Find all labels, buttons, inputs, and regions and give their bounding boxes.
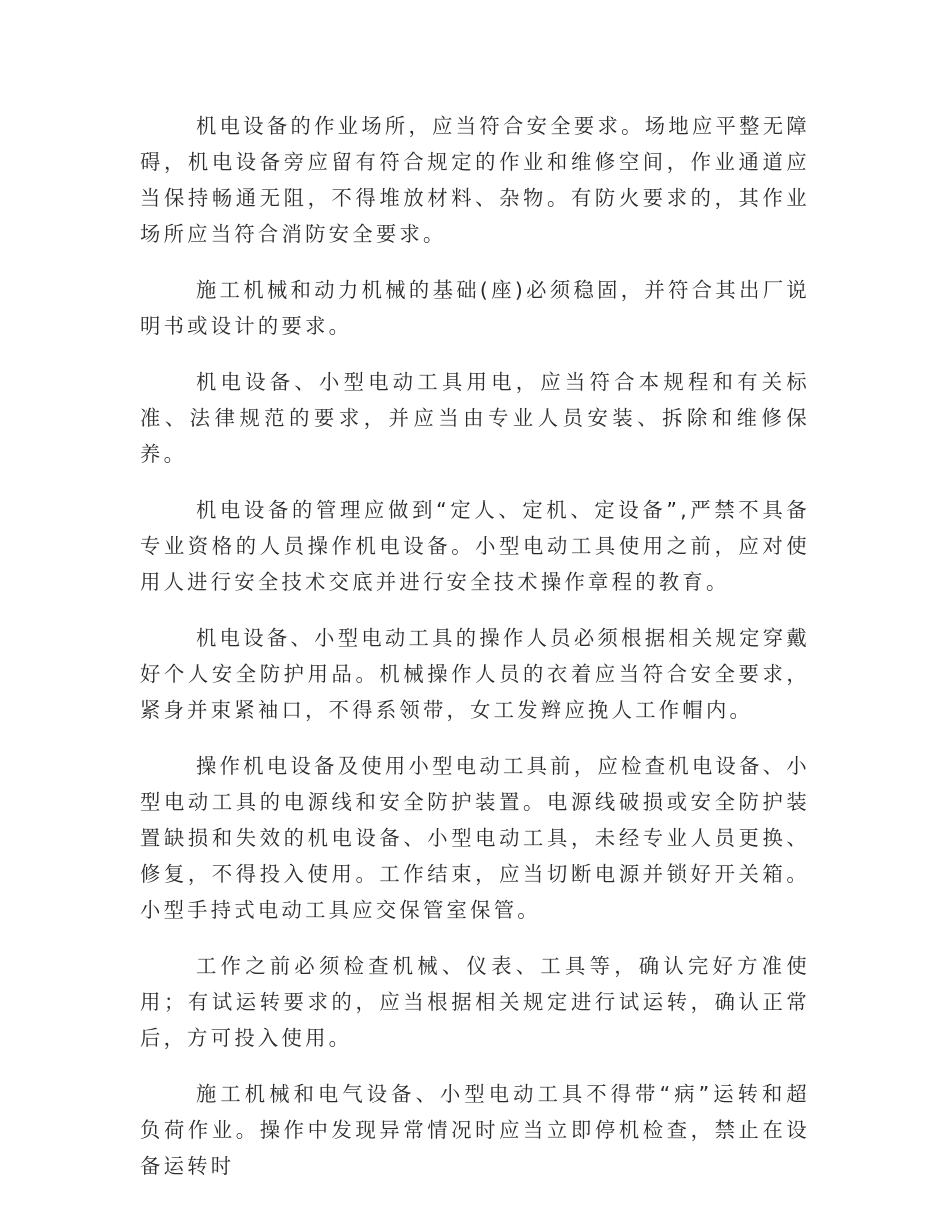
- paragraph-workplace-safety: 机电设备的作业场所，应当符合安全要求。场地应平整无障碍，机电设备旁应留有符合规定的作业和维修空间，作业通道应当保持畅通无阻，不得堆放材料、杂物。有防火要求的，其作业场所应当符合消防安全要求。: [140, 114, 810, 246]
- document-body: [140, 108, 810, 1204]
- paragraph-electrical-usage: 机电设备、小型电动工具用电，应当符合本规程和有关标准、法律规范的要求，并应当由专业人员安装、拆除和维修保养。: [140, 370, 810, 466]
- paragraph-inspection-before-work: 工作之前必须检查机械、仪表、工具等，确认完好方准使用；有试运转要求的，应当根据相关规定进行试运转，确认正常后，方可投入使用。: [140, 954, 810, 1050]
- paragraph-machine-foundation: 施工机械和动力机械的基础(座)必须稳固，并符合其出厂说明书或设计的要求。: [140, 278, 810, 338]
- paragraph-equipment-management: 机电设备的管理应做到“定人、定机、定设备”,严禁不具备专业资格的人员操作机电设备。小型电动工具使用之前，应对使用人进行安全技术交底并进行安全技术操作章程的教育。: [140, 498, 810, 594]
- paragraph-protective-equipment: 机电设备、小型电动工具的操作人员必须根据相关规定穿戴好个人安全防护用品。机械操作人员的衣着应当符合安全要求，紧身并束紧袖口，不得系领带，女工发辫应挽人工作帽内。: [140, 626, 810, 722]
- paragraph-pre-operation-check: 操作机电设备及使用小型电动工具前，应检查机电设备、小型电动工具的电源线和安全防护装置。电源线破损或安全防护装置缺损和失效的机电设备、小型电动工具，未经专业人员更换、修复，不得投入使用。工作结束，应当切断电源并锁好开关箱。小型手持式电动工具应交保管室保管。: [140, 754, 810, 922]
- paragraph-no-overload: 施工机械和电气设备、小型电动工具不得带“病”运转和超负荷作业。操作中发现异常情况时应当立即停机检查，禁止在设备运转时: [140, 1082, 810, 1178]
